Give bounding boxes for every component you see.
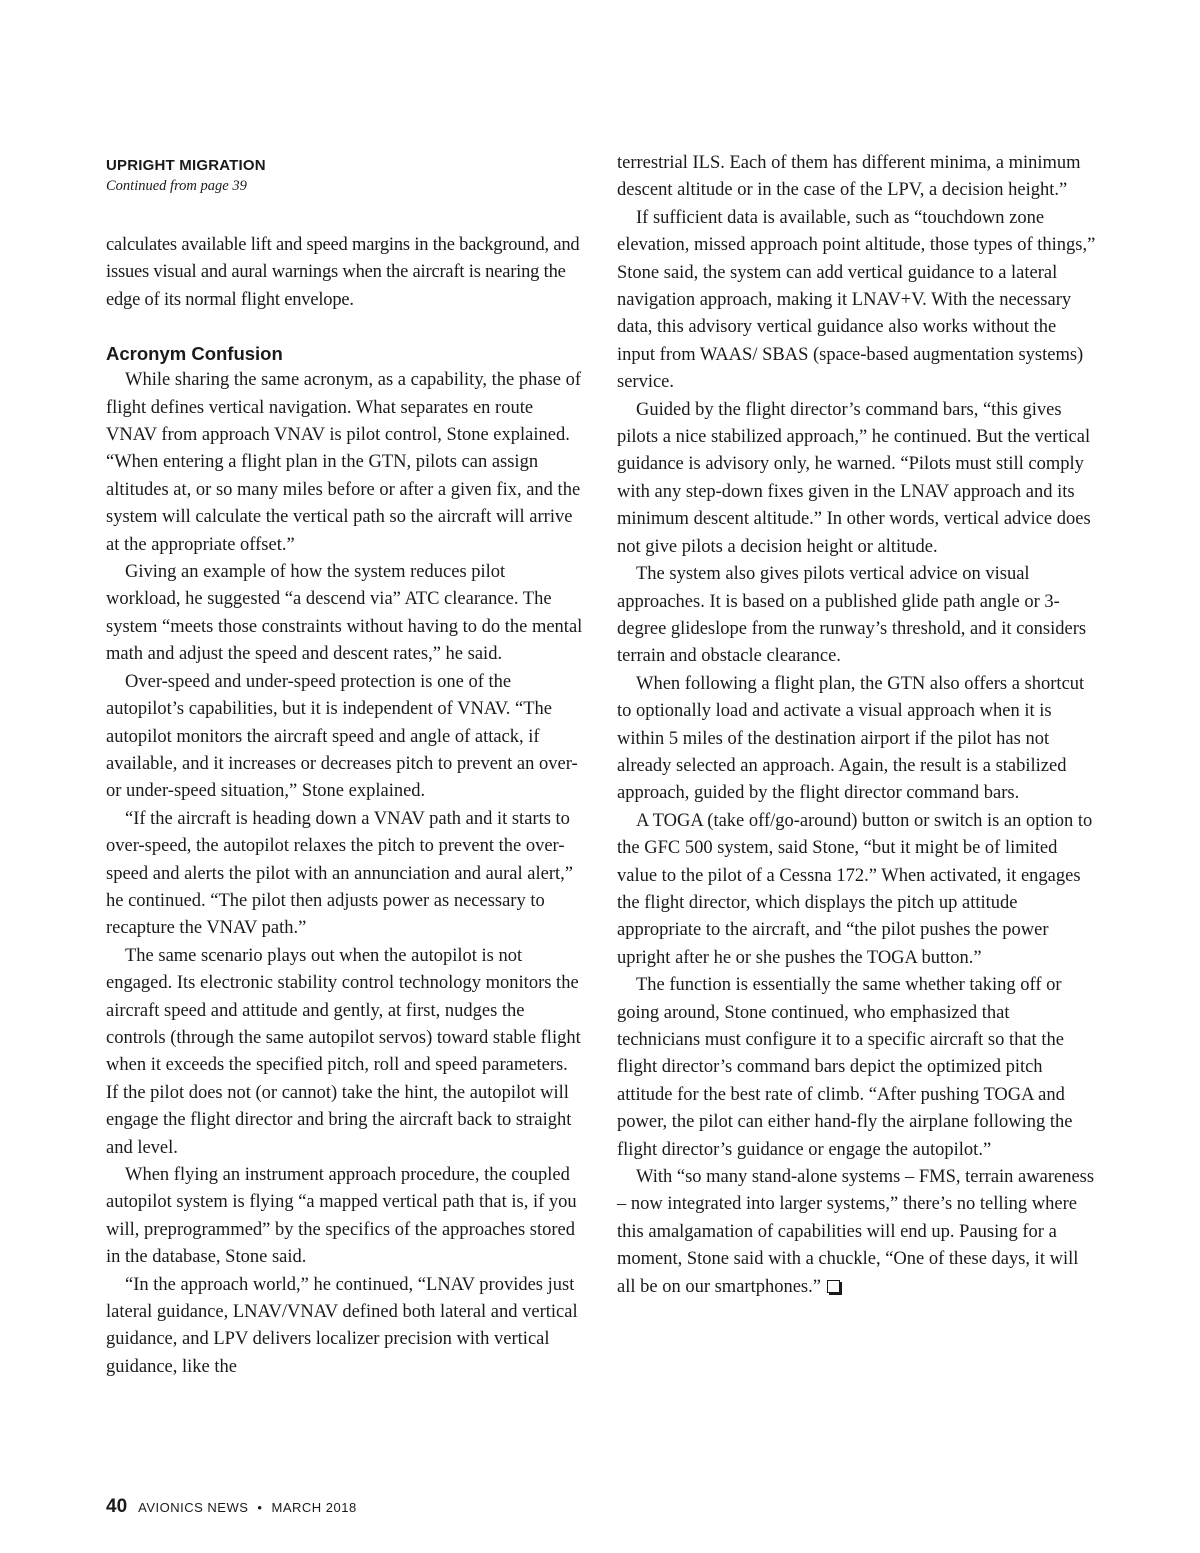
body-paragraph: “In the approach world,” he continued, “LNAV provides just lateral guidance, LNAV/VNAV defined both lateral and vertical guidance, and LPV delivers localizer precision with vertical guidance, like the <box>106 1274 578 1377</box>
page-number: 40 <box>106 1496 128 1517</box>
page-footer <box>106 1496 357 1518</box>
continued-from-note: Continued from page 39 <box>106 178 247 194</box>
section-kicker: UPRIGHT MIGRATION <box>106 157 266 174</box>
continued-paragraph: terrestrial ILS. Each of them has different minima, a minimum descent altitude or in the case of the LPV, a decision height.” <box>617 153 1081 201</box>
body-paragraph: The function is essentially the same whether taking off or going around, Stone continued, who emphasized that technicians must configure it to a specific aircraft so that the flight director’s command bars depict the optimized pitch attitude for the best rate of climb. “After pushing TOGA and power, the pilot can either hand-fly the airplane following the flight director’s guidance or engage the autopilot.” <box>617 975 1073 1160</box>
closing-text: With “so many stand-alone systems – FMS, terrain awareness – now integrated into larger systems,” there’s no telling where this amalgamation of capabilities will end up. Pausing for a moment, Stone said with a chuckle, “One of these days, it will all be on our smartphones.” <box>617 1167 1095 1297</box>
subheading: Acronym Confusion <box>106 343 283 365</box>
body-paragraph: The system also gives pilots vertical advice on visual approaches. It is based on a published glide path angle or 3-degree glideslope from the runway’s threshold, and it considers terrain and obstacle clearance. <box>617 564 1087 667</box>
issue-date: MARCH 2018 <box>271 1500 357 1515</box>
body-paragraph: Over-speed and under-speed protection is one of the autopilot’s capabilities, but it is independent of VNAV. “The autopilot monitors the aircraft speed and angle of attack, if available, and it increases or decreases pitch to prevent an over- or under-speed situation,” Stone explained. <box>106 671 578 802</box>
intro-paragraph: calculates available lift and speed margins in the background, and issues visual and aural warnings when the aircraft is nearing the edge of its normal flight envelope. <box>106 235 580 310</box>
right-column <box>617 150 1097 1301</box>
publication-name: AVIONICS NEWS <box>138 1500 249 1515</box>
body-paragraph: Guided by the flight director’s command bars, “this gives pilots a nice stabilized approach,” he continued. But the vertical guidance is advisory only, he warned. “Pilots must still comply with any step-down fixes given in the LNAV approach and its minimum descent altitude.” In other words, vertical advice does not give pilots a decision height or altitude. <box>617 399 1091 557</box>
left-column <box>106 150 584 1381</box>
body-paragraph: While sharing the same acronym, as a capability, the phase of flight defines vertical navigation. What separates en route VNAV from approach VNAV is pilot control, Stone explained. “When entering a flight plan in the GTN, pilots can assign altitudes at, or so many miles before or after a given fix, and the system will calculate the vertical path so the aircraft will arrive at the appropriate offset.” <box>106 370 581 555</box>
body-paragraph: When following a flight plan, the GTN also offers a shortcut to optionally load and activate a visual approach when it is within 5 miles of the destination airport if the pilot has not already selected an approach. Again, the result is a stabilized approach, guided by the flight director command bars. <box>617 673 1085 804</box>
body-paragraph: A TOGA (take off/go-around) button or switch is an option to the GFC 500 system, said Stone, “but it might be of limited value to the pilot of a Cessna 172.” When activated, it engages the flight director, which displays the pitch up attitude appropriate to the aircraft, and “the pilot pushes the power upright after he or she pushes the TOGA button.” <box>617 810 1093 968</box>
end-of-article-box-icon <box>827 1280 840 1293</box>
body-paragraph: The same scenario plays out when the autopilot is not engaged. Its electronic stability control technology monitors the aircraft speed and attitude and gently, at first, nudges the controls (through the same autopilot servos) toward stable flight when it exceeds the specified pitch, roll and speed parameters. If the pilot does not (or cannot) take the hint, the autopilot will engage the flight director and bring the aircraft back to straight and level. <box>106 945 581 1158</box>
body-paragraph: “If the aircraft is heading down a VNAV path and it starts to over-speed, the autopilot relaxes the pitch to prevent the over-speed and alerts the pilot with an annunciation and aural alert,” he continued. “The pilot then adjusts power as necessary to recapture the VNAV path.” <box>106 808 573 939</box>
body-paragraph: When flying an instrument approach procedure, the coupled autopilot system is flying “a mapped vertical path that is, if you will, preprogrammed” by the specifics of the approaches stored in the database, Stone said. <box>106 1165 577 1268</box>
body-paragraph: If sufficient data is available, such as “touchdown zone elevation, missed approach point altitude, those types of things,” Stone said, the system can add vertical guidance to a lateral navigation approach, making it LNAV+V. With the necessary data, this advisory vertical guidance also works without the input from WAAS/ SBAS (space-based augmentation systems) service. <box>617 207 1096 393</box>
body-paragraph: Giving an example of how the system reduces pilot workload, he suggested “a descend via” ATC clearance. The system “meets those constraints without having to do the mental math and adjust the speed and descent rates,” he said. <box>106 562 583 665</box>
closing-paragraph <box>617 1164 1097 1301</box>
footer-separator: • <box>257 1500 263 1515</box>
